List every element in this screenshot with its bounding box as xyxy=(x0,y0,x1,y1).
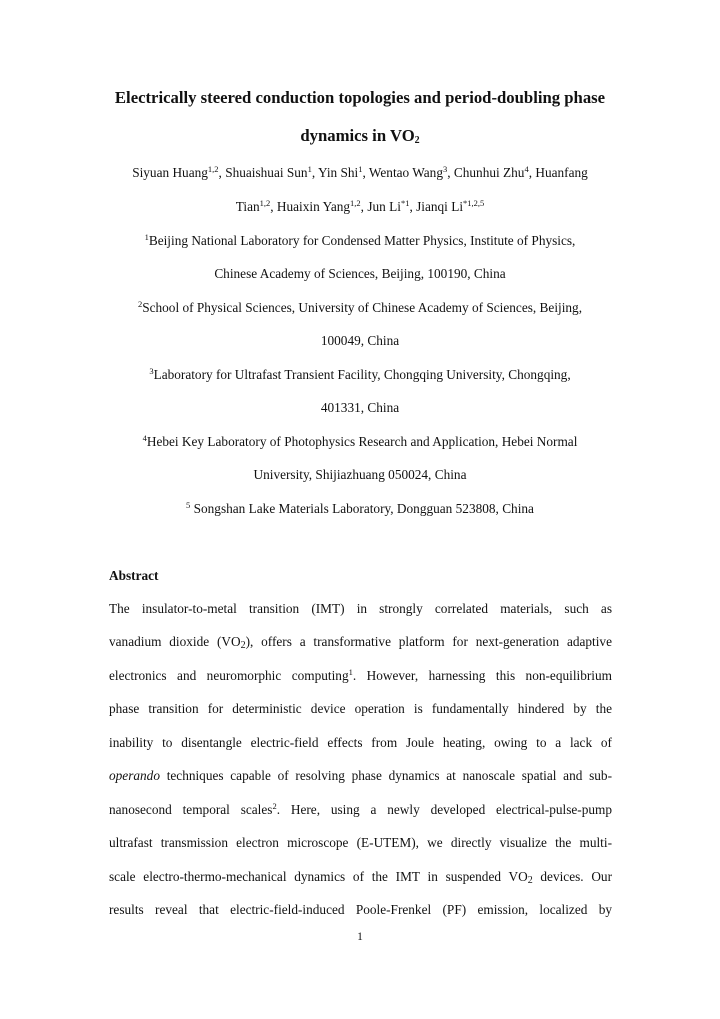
title-subscript: 2 xyxy=(414,135,420,146)
abstract-line: The insulator-to-metal transition (IMT) in strongly correlated materials, such as xyxy=(109,601,612,616)
affiliation-3-line-1: $^3$Laboratory for Ultrafast Transient Facility, Chongqing University, Chongqing, xyxy=(149,366,571,382)
affiliation-1-line-1: $^1$Beijing National Laboratory for Condensed Matter Physics, Institute of Physics, xyxy=(144,232,576,248)
author: Jun Li xyxy=(367,199,401,214)
affiliation-2-line-1: $^2$School of Physical Sciences, University of Chinese Academy of Sciences, Beijing, xyxy=(137,299,583,315)
author: Chunhui Zhu xyxy=(453,165,525,180)
title-line-1: Electrically steered conduction topologies and period-doubling phase xyxy=(114,88,606,107)
author-aff: 3 xyxy=(442,164,448,174)
page-number: 1 xyxy=(357,931,363,943)
abstract-line: nanosecond temporal scales$^2$. Here, using a newly developed electrical-pulse-pump xyxy=(109,801,612,817)
title-text: dynamics in VO xyxy=(300,126,415,145)
abstract-heading: Abstract xyxy=(109,568,159,583)
affiliation-3-line-2: 401331, China xyxy=(320,400,400,415)
affiliation-5: $^5$ Songshan Lake Materials Laboratory, Dongguan 523808, China xyxy=(186,500,534,516)
abstract-line: ultrafast transmission electron microscope (E-UTEM), we directly visualize the multi- xyxy=(109,835,612,850)
author-first-part: Huanfang xyxy=(535,165,588,180)
affiliation-1-line-2: Chinese Academy of Sciences, Beijing, 100190, China xyxy=(214,266,506,281)
abstract-line: vanadium dioxide $(VO_2)$, offers a transformative platform for next-generation adaptive xyxy=(109,634,612,651)
author: Yin Shi xyxy=(317,165,359,180)
abstract-line: electronics and neuromorphic computing$^1$. However, harnessing this non-equilibrium xyxy=(109,667,612,683)
author-aff: 1,2 xyxy=(259,198,271,208)
author-aff: 1,2 xyxy=(207,164,219,174)
abstract-line: inability to disentangle electric-field effects from Joule heating, owing to a lack of xyxy=(109,735,612,750)
abstract-line: results reveal that electric-field-induced Poole-Frenkel (PF) emission, localized by xyxy=(109,902,612,917)
affiliation-4-line-1: $^4$Hebei Key Laboratory of Photophysics Research and Application, Hebei Normal xyxy=(142,433,578,449)
author: Siyuan Huang xyxy=(132,165,208,180)
affiliation-2-line-2: 100049, China xyxy=(320,333,400,348)
author-aff: 4 xyxy=(524,164,529,174)
author-aff: *1,2,5 xyxy=(463,198,485,208)
author: Wentao Wang xyxy=(368,165,443,180)
author: Huaixin Yang xyxy=(276,199,351,214)
author-aff: *1 xyxy=(400,198,410,208)
abstract-line: phase transition for deterministic device operation is fundamentally hindered by the xyxy=(109,701,612,716)
author: Shuaishuai Sun xyxy=(225,165,308,180)
author-line-2: Tian$^{1,2}$, Huaixin Yang$^{1,2}$, Jun Li$^{*1}$, Jianqi Li$^{*1,2,5}$ xyxy=(235,198,485,214)
affiliation-4-line-2: University, Shijiazhuang 050024, China xyxy=(253,467,467,482)
abstract-line: scale electro-thermo-mechanical dynamics of the IMT in suspended $VO_2$ devices. Our xyxy=(109,869,612,886)
title-line-2 xyxy=(0,125,720,147)
author-second-part: Tian xyxy=(235,199,260,214)
author-line-1: Siyuan Huang$^{1,2}$, Shuaishuai Sun$^1$, Yin Shi$^1$, Wentao Wang$^3$, Chunhui Zhu$^4$, Huanfang xyxy=(132,164,588,180)
abstract-line: operando techniques capable of resolving phase dynamics at nanoscale spatial and sub- xyxy=(109,768,612,783)
author-aff: 1,2 xyxy=(350,198,361,208)
author: Jianqi Li xyxy=(416,199,464,214)
author-aff: 1 xyxy=(307,164,312,174)
author-aff: 1 xyxy=(358,164,363,174)
emphasis-operando: operando xyxy=(109,768,160,783)
